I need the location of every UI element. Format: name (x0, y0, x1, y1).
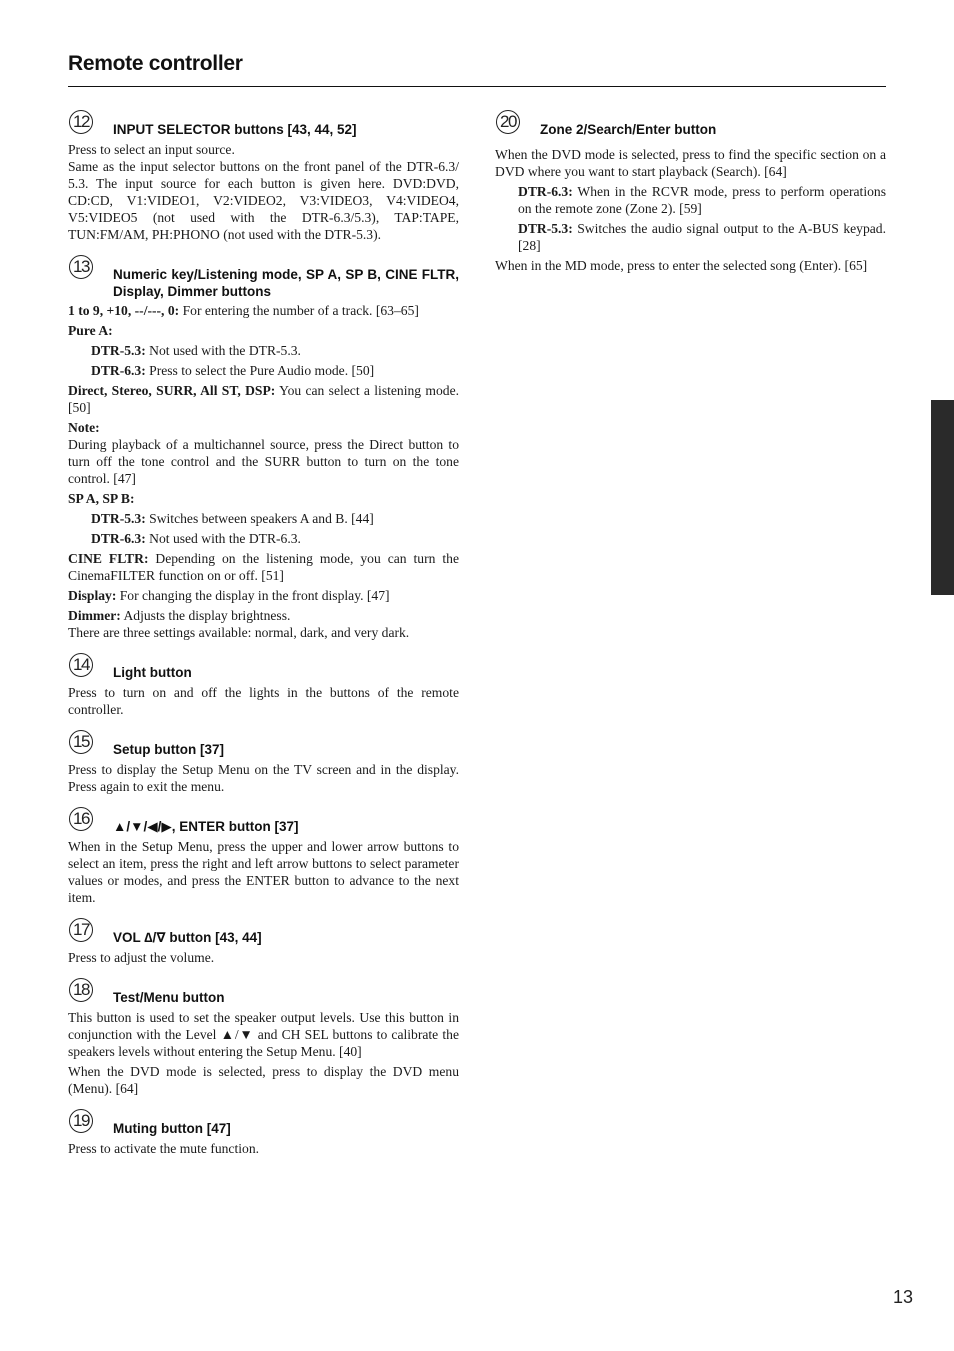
term: CINE FLTR: (68, 551, 149, 566)
item-title: Setup button [37] (113, 742, 224, 757)
paragraph: This button is used to set the speaker output levels. Use this button in conjunction with the Level ▲/▼ and CH SEL buttons to calibrate the speakers levels without entering the Setup Menu. [40] (68, 1010, 459, 1059)
definition: When in the RCVR mode, press to perform operations on the remote zone (Zone 2). [59] (518, 184, 886, 216)
paragraph: Press to display the Setup Menu on the TV screen and in the display. Press again to exit the menu. (68, 762, 459, 794)
circled-number-17: 17 (69, 918, 93, 942)
paragraph: When in the MD mode, press to enter the selected song (Enter). [65] (495, 258, 868, 273)
item-15-setup-button (68, 728, 459, 795)
paragraph (68, 302, 459, 319)
item-title: Muting button [47] (113, 1121, 231, 1136)
item-title: ▲/▼/◀/▶, ENTER button [37] (113, 819, 299, 834)
term: DTR-5.3: (518, 221, 573, 236)
circled-number-14: 14 (69, 653, 93, 677)
left-column (68, 108, 459, 1167)
paragraph: Press to adjust the volume. (68, 950, 215, 965)
item-13-numeric-keys (68, 253, 459, 641)
paragraph: Press to turn on and off the lights in the buttons of the remote controller. (68, 685, 459, 717)
paragraph (68, 607, 459, 624)
circled-number-12: 12 (69, 110, 93, 134)
item-19-muting-button (68, 1107, 459, 1157)
header-rule (68, 86, 886, 87)
paragraph: Press to select an input source. (68, 142, 235, 157)
paragraph: When the DVD mode is selected, press to find the specific section on a DVD where you want to start playback (Search). [64] (495, 147, 886, 179)
paragraph (495, 220, 886, 254)
item-17-vol-button (68, 916, 459, 966)
note-label (68, 419, 459, 436)
definition: Depending on the listening mode, you can turn the CinemaFILTER function on or off. [51] (68, 551, 459, 583)
item-12-input-selector (68, 108, 459, 243)
paragraph (68, 382, 459, 416)
section-tab-marker (931, 400, 954, 595)
item-20-zone2-search-enter (495, 108, 886, 274)
term: DTR-5.3: (91, 343, 146, 358)
item-title: Numeric key/Listening mode, SP A, SP B, CINE FLTR, Display, Dimmer buttons (113, 267, 459, 299)
definition: Switches the audio signal output to the A-BUS keypad. [28] (518, 221, 886, 253)
item-title: Light button (113, 665, 192, 680)
paragraph (68, 550, 459, 584)
term: DTR-6.3: (91, 531, 146, 546)
circled-number-18: 18 (69, 978, 93, 1002)
definition: You can select a listening mode. [50] (68, 383, 459, 415)
circled-number-19: 19 (69, 1109, 93, 1133)
term: DTR-6.3: (91, 363, 146, 378)
paragraph (68, 342, 459, 359)
item-title: Zone 2/Search/Enter button (540, 122, 717, 137)
page-title: Remote controller (68, 52, 243, 75)
paragraph: When the DVD mode is selected, press to display the DVD menu (Menu). [64] (68, 1064, 459, 1096)
term: Display: (68, 588, 117, 603)
term: Note: (68, 420, 100, 435)
term: 1 to 9, +10, --/---, 0: (68, 303, 180, 318)
paragraph (68, 362, 459, 379)
right-column (495, 108, 886, 284)
note-text: During playback of a multichannel source, press the Direct button to turn off the tone control and the SURR button to turn on the tone control. [47] (68, 437, 459, 486)
term: Pure A: (68, 323, 113, 338)
definition: Press to select the Pure Audio mode. [50] (145, 363, 375, 378)
paragraph: Same as the input selector buttons on the front panel of the DTR-6.3/ 5.3. The input source for each button is given here. DVD:DVD, CD:CD, V1:VIDEO1, V2:VIDEO2, V3:VIDEO3, V4:VIDEO4, V5:VIDEO5 (not used with the DTR-6.3/5.3), TAP:TAPE, TUN:FM/AM, PH:PHONO (not used with the DTR-5.3). (68, 159, 459, 242)
definition: Not used with the DTR-5.3. (145, 343, 301, 358)
paragraph: When in the Setup Menu, press the upper and lower arrow buttons to select an item, press the right and left arrow buttons to select parameter values or modes, and press the ENTER button to advance to the next item. (68, 839, 459, 905)
paragraph: There are three settings available: normal, dark, and very dark. (68, 625, 410, 640)
paragraph (68, 490, 459, 507)
circled-number-16: 16 (69, 807, 93, 831)
paragraph (68, 322, 459, 339)
definition: Adjusts the display brightness. (120, 608, 291, 623)
paragraph: Press to activate the mute function. (68, 1141, 260, 1156)
paragraph (68, 510, 459, 527)
circled-number-20: 20 (496, 110, 520, 134)
circled-number-13: 13 (69, 255, 93, 279)
item-18-test-menu-button (68, 976, 459, 1097)
term: DTR-5.3: (91, 511, 146, 526)
paragraph (495, 183, 886, 217)
item-16-arrow-enter-button (68, 805, 459, 906)
term: Direct, Stereo, SURR, All ST, DSP: (68, 383, 276, 398)
circled-number-15: 15 (69, 730, 93, 754)
paragraph (68, 587, 459, 604)
item-title: INPUT SELECTOR buttons [43, 44, 52] (113, 122, 357, 137)
term: DTR-6.3: (518, 184, 573, 199)
item-14-light-button (68, 651, 459, 718)
definition: For entering the number of a track. [63–65] (179, 303, 419, 318)
definition: Switches between speakers A and B. [44] (145, 511, 374, 526)
definition: Not used with the DTR-6.3. (145, 531, 301, 546)
paragraph (68, 530, 459, 547)
page-number: 13 (893, 1287, 914, 1307)
term: Dimmer: (68, 608, 121, 623)
item-title: Test/Menu button (113, 990, 225, 1005)
item-title: VOL ∆/∇ button [43, 44] (113, 930, 262, 945)
definition: For changing the display in the front display. [47] (116, 588, 390, 603)
term: SP A, SP B: (68, 491, 135, 506)
